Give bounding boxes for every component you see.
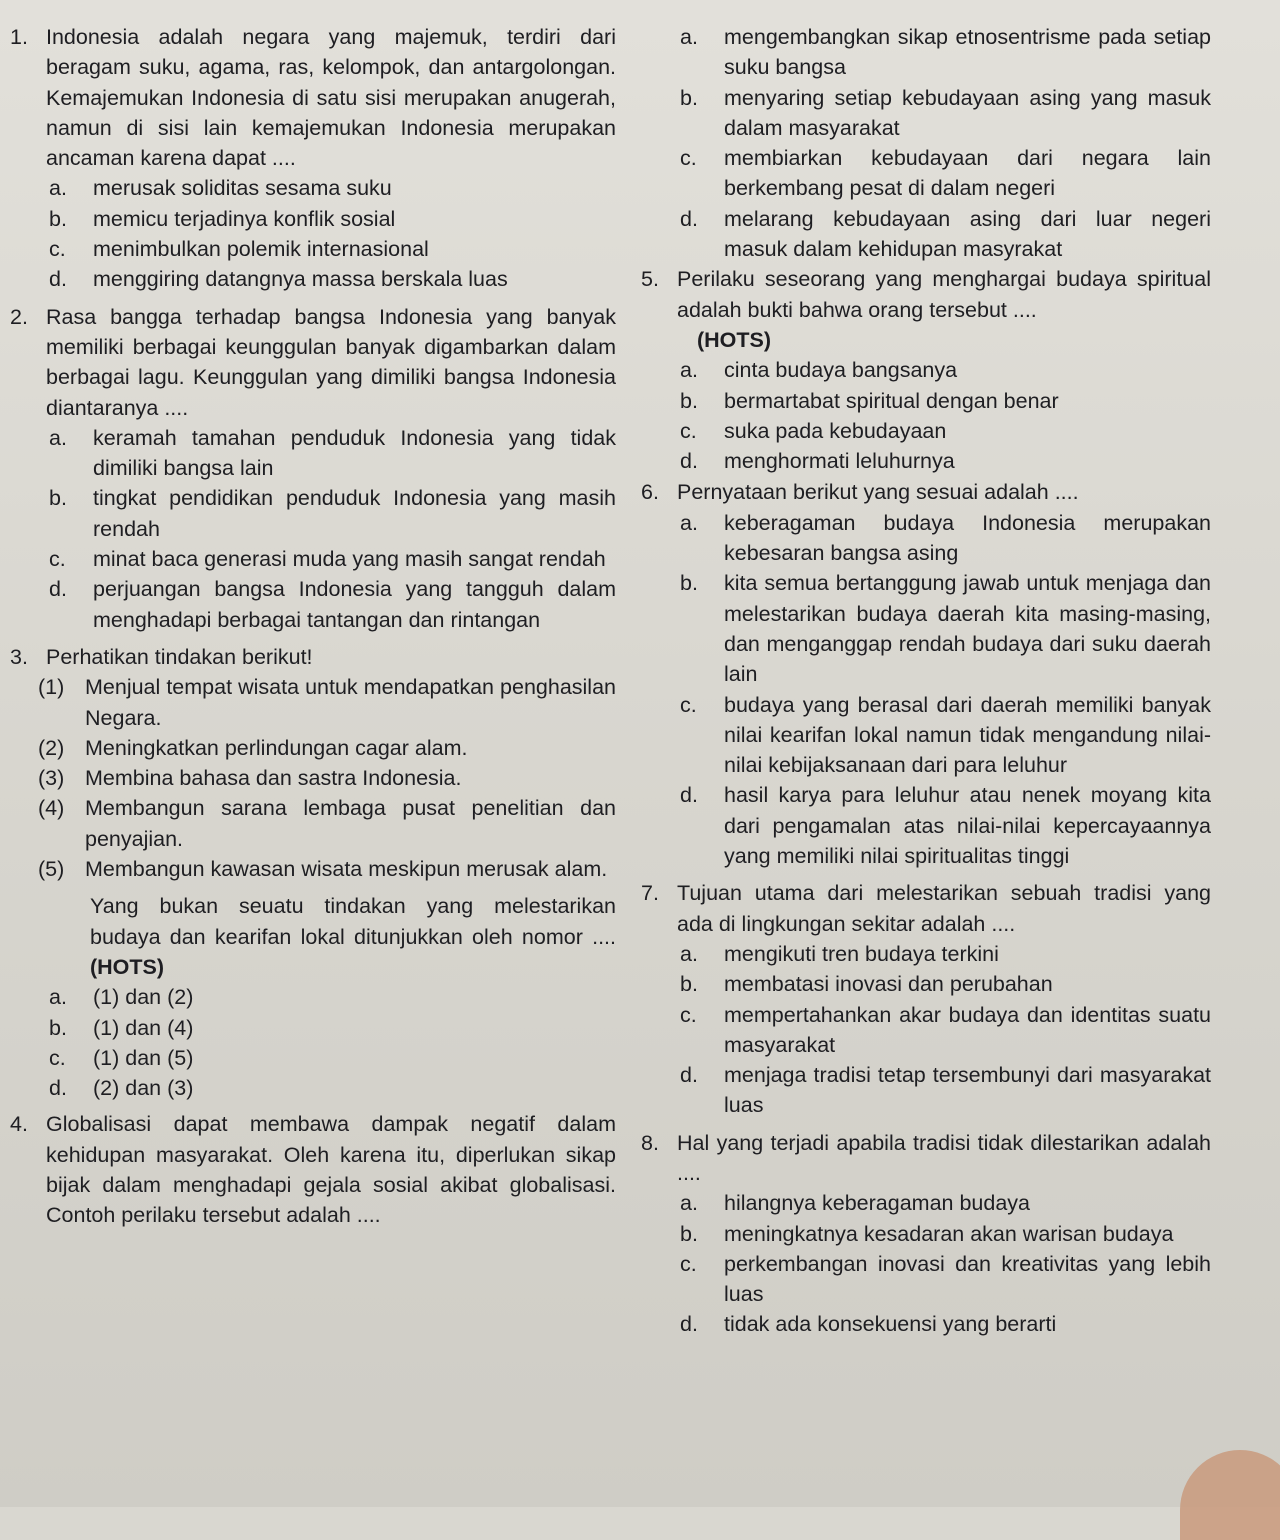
option-c[interactable]: c. budaya yang berasal dari daerah memiliki banyak nilai kearifan lokal namun tidak mengandung nilai-nilai kebijaksanaan dari para leluhur (680, 692, 1211, 778)
fingertip-shadow (1180, 1450, 1280, 1540)
option-c[interactable]: c. suka pada kebudayaan (680, 418, 947, 443)
question-2 (10, 302, 616, 635)
statement-4: (4) Membangun sarana lembaga pusat penelitian dan penyajian. (38, 796, 616, 851)
option-a[interactable]: a. (1) dan (2) (49, 985, 194, 1010)
hots-badge: (HOTS) (90, 954, 165, 979)
question-8 (641, 1128, 1211, 1340)
option-b[interactable]: b. bermartabat spiritual dengan benar (680, 388, 1059, 413)
question-4-options (677, 22, 1211, 264)
question-stem: Globalisasi dapat membawa dampak negatif dalam kehidupan masyarakat. Oleh karena itu, diperlukan sikap bijak dalam menghadapi gejala sosial akibat globalisasi. Contoh perilaku tersebut adalah .... (46, 1112, 616, 1228)
question-number: 8. (641, 1130, 659, 1155)
question-6 (641, 477, 1211, 871)
question-number: 6. (641, 480, 659, 505)
question-number: 7. (641, 881, 659, 906)
option-a[interactable]: a. hilangnya keberagaman budaya (680, 1191, 1031, 1216)
statement-2: (2) Meningkatkan perlindungan cagar alam. (38, 735, 468, 760)
option-a[interactable]: a. keramah tamahan penduduk Indonesia yang tidak dimiliki bangsa lain (49, 425, 616, 481)
option-d[interactable]: d. menggiring datangnya massa berskala luas (49, 267, 508, 292)
option-a[interactable]: a. keberagaman budaya Indonesia merupakan kebesaran bangsa asing (680, 510, 1211, 566)
option-c[interactable]: c. menimbulkan polemik internasional (49, 237, 429, 262)
left-column (10, 22, 616, 1232)
option-b[interactable]: b. kita semua bertanggung jawab untuk menjaga dan melestarikan budaya daerah kita masing-masing, dan menganggap rendah budaya dari suku daerah lain (680, 571, 1211, 687)
option-a[interactable]: a. merusak soliditas sesama suku (49, 176, 392, 201)
question-7 (641, 878, 1211, 1120)
question-5 (641, 264, 1211, 476)
option-c[interactable]: c. membiarkan kebudayaan dari negara lain berkembang pesat di dalam negeri (680, 146, 1211, 201)
question-1 (10, 22, 616, 295)
question-stem: Rasa bangga terhadap bangsa Indonesia yang banyak memiliki berbagai keunggulan banyak digambarkan dalam berbagai lagu. Keunggulan yang dimiliki bangsa Indonesia diantaranya .... (46, 304, 616, 420)
question-number: 4. (10, 1112, 28, 1137)
option-a[interactable]: a. mengembangkan sikap etnosentrisme pada setiap suku bangsa (680, 25, 1211, 80)
question-3 (10, 642, 616, 884)
option-d[interactable]: d. melarang kebudayaan asing dari luar negeri masuk dalam kehidupan masyrakat (680, 206, 1211, 262)
option-d[interactable]: d. menghormati leluhurnya (680, 449, 955, 474)
option-c[interactable]: c. mempertahankan akar budaya dan identitas suatu masyarakat (680, 1002, 1211, 1057)
question-stem: Perhatikan tindakan berikut! (46, 644, 313, 669)
option-d[interactable]: d. tidak ada konsekuensi yang berarti (680, 1312, 1057, 1337)
option-b[interactable]: b. memicu terjadinya konflik sosial (49, 206, 396, 231)
statement-1: (1) Menjual tempat wisata untuk mendapatkan penghasilan Negara. (38, 675, 616, 730)
question-number: 2. (10, 304, 28, 329)
question-3-prompt: Yang bukan seuatu tindakan yang melestarikan budaya dan kearifan lokal ditunjukkan oleh nomor .... (HOTS) (90, 894, 616, 979)
question-number: 5. (641, 267, 659, 292)
question-stem: Indonesia adalah negara yang majemuk, terdiri dari beragam suku, agama, ras, kelompok, dan antargolongan. Kemajemukan Indonesia di satu sisi merupakan anugerah, namun di sisi lain kemajemukan Indonesia merupakan ancaman karena dapat .... (46, 25, 616, 171)
question-stem: Tujuan utama dari melestarikan sebuah tradisi yang ada di lingkungan sekitar adalah .... (677, 881, 1211, 936)
option-b[interactable]: b. tingkat pendidikan penduduk Indonesia yang masih rendah (49, 486, 616, 541)
option-c[interactable]: c. minat baca generasi muda yang masih sangat rendah (49, 547, 606, 572)
statement-5: (5) Membangun kawasan wisata meskipun merusak alam. (38, 857, 608, 882)
question-stem: Hal yang terjadi apabila tradisi tidak dilestarikan adalah .... (677, 1130, 1211, 1185)
option-a[interactable]: a. cinta budaya bangsanya (680, 358, 958, 383)
hots-badge: (HOTS) (697, 327, 772, 352)
option-b[interactable]: b. membatasi inovasi dan perubahan (680, 972, 1053, 997)
option-b[interactable]: b. (1) dan (4) (49, 1015, 194, 1040)
question-number: 3. (10, 644, 28, 669)
option-b[interactable]: b. menyaring setiap kebudayaan asing yang masuk dalam masyarakat (680, 85, 1211, 140)
option-c[interactable]: c. (1) dan (5) (49, 1045, 194, 1070)
option-b[interactable]: b. meningkatnya kesadaran akan warisan budaya (680, 1221, 1174, 1246)
statement-3: (3) Membina bahasa dan sastra Indonesia. (38, 766, 462, 791)
option-a[interactable]: a. mengikuti tren budaya terkini (680, 941, 999, 966)
question-stem: Perilaku seseorang yang menghargai budaya spiritual adalah bukti bahwa orang tersebut .... (677, 267, 1211, 322)
option-c[interactable]: c. perkembangan inovasi dan kreativitas yang lebih luas (680, 1251, 1211, 1307)
question-4 (10, 1109, 616, 1230)
option-d[interactable]: d. (2) dan (3) (49, 1076, 194, 1101)
question-number: 1. (10, 25, 28, 49)
option-d[interactable]: d. perjuangan bangsa Indonesia yang tangguh dalam menghadapi berbagai tantangan dan rintangan (49, 577, 616, 632)
right-column (641, 22, 1211, 1341)
option-d[interactable]: d. menjaga tradisi tetap tersembunyi dari masyarakat luas (680, 1063, 1211, 1118)
option-d[interactable]: d. hasil karya para leluhur atau nenek moyang kita dari pengamalan atas nilai-nilai kepercayaannya yang memiliki nilai spiritualitas tinggi (680, 783, 1211, 869)
question-stem: Pernyataan berikut yang sesuai adalah .... (677, 480, 1079, 505)
